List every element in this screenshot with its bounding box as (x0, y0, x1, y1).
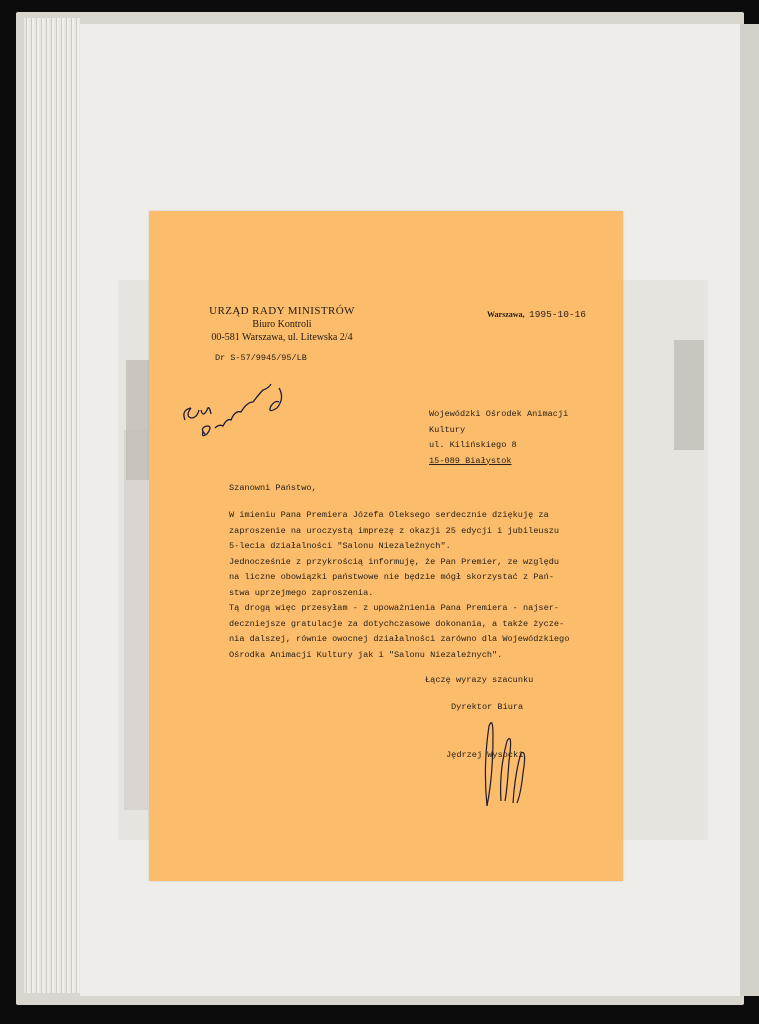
signer-title: Dyrektor Biura (451, 702, 524, 712)
body-line: W imieniu Pana Premiera Józefa Oleksego serdecznie dziękuję za (229, 510, 549, 520)
body-line: nia dalszej, równie owocnej działalności zarówno dla Wojewódzkiego (229, 634, 570, 644)
reference-number: Dr S-57/9945/95/LB (215, 353, 307, 363)
closing: Łączę wyrazy szacunku (425, 675, 534, 685)
letter-sheet (149, 211, 623, 881)
page-stack-edges (24, 18, 80, 993)
letterhead (197, 305, 367, 344)
org-name: URZĄD RADY MINISTRÓW (209, 305, 355, 317)
recipient-line: Kultury (429, 424, 466, 435)
signature (467, 711, 537, 811)
greeting: Szanowni Państwo, (229, 483, 317, 493)
signer-name: Jędrzej Wysocki (446, 750, 524, 760)
recipient-address (429, 407, 568, 469)
recipient-line: 15-089 Białystok (429, 455, 512, 466)
body-line: zaproszenie na uroczystą imprezę z okazji 25 edycji i jubileuszu (229, 525, 560, 536)
letter-body (229, 508, 569, 663)
org-address: 00-581 Warszawa, ul. Litewska 2/4 (211, 332, 353, 343)
handwritten-note (179, 376, 299, 446)
clipping-column (124, 430, 148, 810)
department-name: Biuro Kontroli (252, 319, 312, 330)
body-line: na liczne obowiązki państwowe nie będzie mógł skorzystać z Pań- (229, 572, 554, 582)
body-line: Tą drogą więc przesyłam - z upoważnienia Pana Premiera - najser- (229, 603, 560, 613)
clipping-headline-block-right (674, 340, 704, 450)
place-label: Warszawa, (487, 310, 525, 319)
body-line: 5-lecia działalności "Salonu Niezależnych". (229, 541, 451, 551)
recipient-line: ul. Kilińskiego 8 (429, 440, 517, 450)
recipient-line: Wojewódzki Ośrodek Animacji (429, 409, 569, 419)
letter-date: 1995-10-16 (529, 309, 587, 320)
album-spine-edge (740, 24, 759, 996)
body-line: deczniejsze gratulacje za dotychczasowe dokonania, a także życze- (229, 618, 565, 629)
body-line: Jednocześnie z przykrością informuję, że Pan Premier, ze względu (229, 556, 560, 567)
body-line: Ośrodka Animacji Kultury jak i "Salonu Niezależnych". (229, 649, 503, 660)
body-line: stwa uprzejmego zaproszenia. (229, 587, 374, 598)
